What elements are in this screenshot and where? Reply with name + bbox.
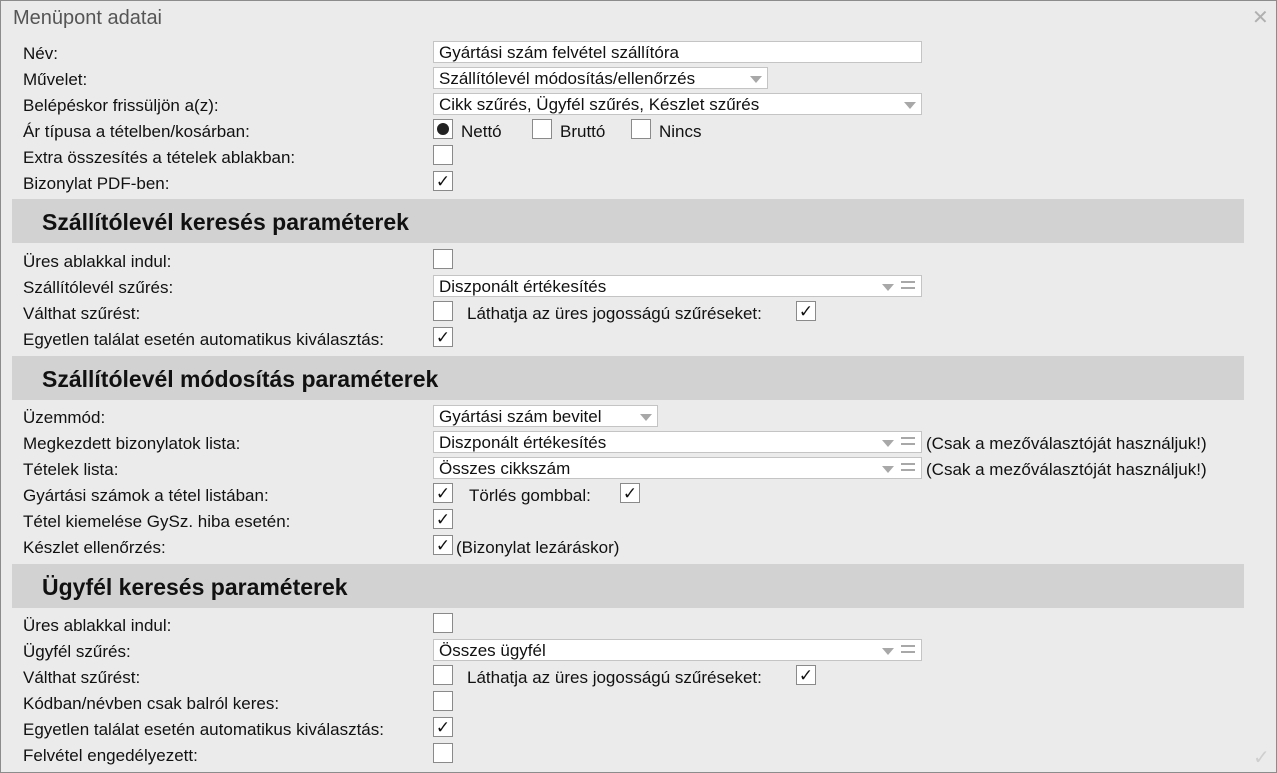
dm-highlight-label: Tétel kiemelése GySz. hiba esetén: — [23, 512, 291, 531]
ds-empty-window-label: Üres ablakkal indul: — [23, 252, 172, 271]
confirm-check-icon[interactable]: ✓ — [1253, 747, 1270, 769]
row-name — [23, 41, 1263, 67]
dm-serials-label: Gyártási számok a tétel listában: — [23, 486, 269, 505]
cs-filter-select[interactable] — [433, 639, 922, 661]
row-cs-auto-select — [23, 717, 1263, 743]
chevron-down-icon — [904, 102, 916, 109]
dm-highlight-checkbox[interactable]: ✓ — [433, 509, 453, 529]
ds-auto-select-checkbox[interactable]: ✓ — [433, 327, 453, 347]
dm-items-list-value: Összes cikkszám — [439, 459, 571, 478]
price-netto-label: Nettó — [461, 122, 502, 141]
row-dm-serials — [23, 483, 1263, 509]
ds-filter-label: Szállítólevél szűrés: — [23, 278, 174, 297]
close-icon[interactable]: ✕ — [1252, 7, 1269, 29]
operation-select[interactable] — [433, 67, 768, 89]
chevron-down-icon — [882, 466, 894, 473]
field-chooser-icon[interactable] — [901, 645, 915, 653]
extra-sum-label: Extra összesítés a tételek ablakban: — [23, 148, 296, 167]
ds-empty-rights-checkbox[interactable]: ✓ — [796, 301, 816, 321]
chevron-down-icon — [882, 440, 894, 447]
row-extra-sum — [23, 145, 1263, 171]
dm-mode-value: Gyártási szám bevitel — [439, 407, 602, 426]
dm-items-list-note: (Csak a mezőválasztóját használjuk!) — [926, 460, 1207, 479]
dm-items-list-select[interactable] — [433, 457, 922, 479]
dm-started-list-label: Megkezdett bizonylatok lista: — [23, 434, 241, 453]
cs-code-left-checkbox[interactable] — [433, 691, 453, 711]
cs-filter-value: Összes ügyfél — [439, 641, 546, 660]
row-ds-switch-filter — [23, 301, 1263, 327]
price-brutto-label: Bruttó — [560, 122, 606, 141]
dialog-title: Menüpont adatai — [13, 7, 163, 29]
chevron-down-icon — [882, 284, 894, 291]
dm-items-list-label: Tételek lista: — [23, 460, 119, 479]
dm-delete-button-label: Törlés gombbal: — [469, 486, 591, 505]
dm-started-list-value: Diszponált értékesítés — [439, 433, 607, 452]
ds-switch-filter-checkbox[interactable] — [433, 301, 453, 321]
section-title: Szállítólevél módosítás paraméterek — [42, 366, 439, 392]
row-ds-filter — [23, 275, 1263, 301]
ds-empty-rights-label: Láthatja az üres jogosságú szűréseket: — [467, 304, 762, 323]
ds-auto-select-label: Egyetlen találat esetén automatikus kiválasztás: — [23, 330, 384, 349]
section-title: Szállítólevél keresés paraméterek — [42, 209, 409, 235]
section-delivery-search — [12, 199, 1244, 243]
dm-stock-check-checkbox[interactable]: ✓ — [433, 535, 453, 555]
row-dm-highlight — [23, 509, 1263, 535]
field-chooser-icon[interactable] — [901, 463, 915, 471]
pdf-checkbox[interactable]: ✓ — [433, 171, 453, 191]
row-cs-add-allowed — [23, 743, 1263, 769]
row-ds-empty-window — [23, 249, 1263, 275]
row-cs-code-left — [23, 691, 1263, 717]
chevron-down-icon — [750, 76, 762, 83]
row-price-type — [23, 119, 1263, 145]
row-cs-filter — [23, 639, 1263, 665]
field-chooser-icon[interactable] — [901, 281, 915, 289]
price-brutto-radio[interactable] — [532, 119, 552, 139]
row-refresh — [23, 93, 1263, 119]
row-ds-auto-select — [23, 327, 1263, 353]
cs-auto-select-label: Egyetlen találat esetén automatikus kiválasztás: — [23, 720, 384, 739]
cs-auto-select-checkbox[interactable]: ✓ — [433, 717, 453, 737]
row-dm-started-list — [23, 431, 1263, 457]
dm-stock-check-note: (Bizonylat lezáráskor) — [456, 538, 620, 557]
cs-empty-rights-label: Láthatja az üres jogosságú szűréseket: — [467, 668, 762, 687]
price-netto-radio[interactable] — [433, 119, 453, 139]
pdf-label: Bizonylat PDF-ben: — [23, 174, 170, 193]
cs-empty-window-label: Üres ablakkal indul: — [23, 616, 172, 635]
dm-mode-select[interactable] — [433, 405, 658, 427]
operation-label: Művelet: — [23, 70, 88, 89]
price-nincs-radio[interactable] — [631, 119, 651, 139]
extra-sum-checkbox[interactable] — [433, 145, 453, 165]
refresh-label: Belépéskor frissüljön a(z): — [23, 96, 219, 115]
section-title: Ügyfél keresés paraméterek — [42, 574, 348, 600]
dm-mode-label: Üzemmód: — [23, 408, 106, 427]
ds-filter-value: Diszponált értékesítés — [439, 277, 607, 296]
dm-delete-button-checkbox[interactable]: ✓ — [620, 483, 640, 503]
price-nincs-label: Nincs — [659, 122, 702, 141]
field-chooser-icon[interactable] — [901, 437, 915, 445]
cs-add-allowed-checkbox[interactable] — [433, 743, 453, 763]
row-dm-items-list — [23, 457, 1263, 483]
dm-started-list-select[interactable] — [433, 431, 922, 453]
chevron-down-icon — [640, 414, 652, 421]
cs-add-allowed-label: Felvétel engedélyezett: — [23, 746, 198, 765]
ds-switch-filter-label: Válthat szűrést: — [23, 304, 141, 323]
section-delivery-modify — [12, 356, 1244, 400]
row-dm-mode — [23, 405, 1263, 431]
name-label: Név: — [23, 44, 58, 63]
cs-switch-filter-label: Válthat szűrést: — [23, 668, 141, 687]
row-pdf — [23, 171, 1263, 197]
cs-filter-label: Ügyfél szűrés: — [23, 642, 131, 661]
row-dm-stock-check — [23, 535, 1263, 561]
dm-serials-checkbox[interactable]: ✓ — [433, 483, 453, 503]
refresh-value: Cikk szűrés, Ügyfél szűrés, Készlet szűrés — [439, 95, 760, 114]
cs-code-left-label: Kódban/névben csak balról keres: — [23, 694, 280, 713]
ds-filter-select[interactable] — [433, 275, 922, 297]
price-type-label: Ár típusa a tételben/kosárban: — [23, 122, 250, 141]
section-customer-search — [12, 564, 1244, 608]
cs-switch-filter-checkbox[interactable] — [433, 665, 453, 685]
operation-value: Szállítólevél módosítás/ellenőrzés — [439, 69, 696, 88]
refresh-select[interactable] — [433, 93, 922, 115]
cs-empty-rights-checkbox[interactable]: ✓ — [796, 665, 816, 685]
dm-stock-check-label: Készlet ellenőrzés: — [23, 538, 166, 557]
name-input[interactable]: Gyártási szám felvétel szállítóra — [433, 41, 922, 63]
dm-started-list-note: (Csak a mezőválasztóját használjuk!) — [926, 434, 1207, 453]
row-operation — [23, 67, 1263, 93]
row-cs-empty-window — [23, 613, 1263, 639]
row-cs-switch-filter — [23, 665, 1263, 691]
cs-empty-window-checkbox[interactable] — [433, 613, 453, 633]
chevron-down-icon — [882, 648, 894, 655]
ds-empty-window-checkbox[interactable] — [433, 249, 453, 269]
